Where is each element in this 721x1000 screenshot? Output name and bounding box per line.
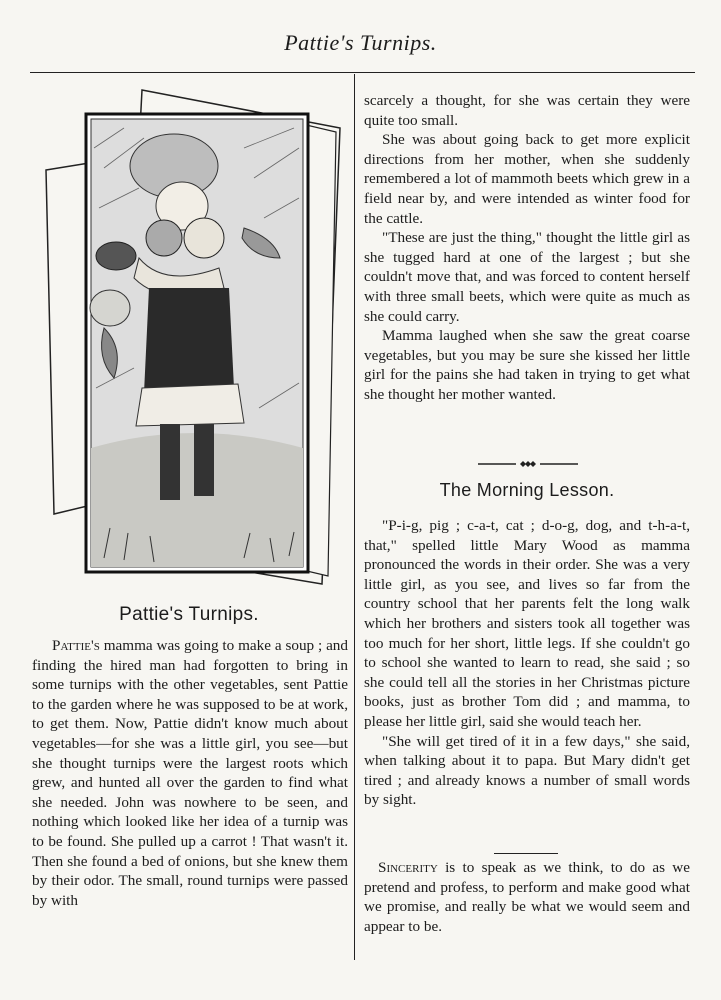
- paragraph-mamma: Mamma laughed when she saw the great coarse vegetables, but you may be sure she kissed her little girl for the pains she had taken in trying to get what she thought her mother wanted.: [364, 327, 690, 403]
- sincerity-note: [364, 858, 690, 936]
- story-continuation: [364, 91, 690, 405]
- sincerity-paragraph: [364, 858, 690, 936]
- story-title: Pattie's Turnips.: [119, 604, 259, 625]
- paragraph-beets: She was about going back to get more explicit directions from her mother, when she suddenly remembered a lot of mammoth beets which grew in a field near by, and were intended as winter food for the cattle.: [364, 131, 690, 227]
- header-rule: [30, 72, 695, 73]
- story-opening-word: Pattie's: [52, 637, 100, 654]
- lesson-body: [364, 516, 690, 810]
- story-text: mamma was going to make a soup ; and finding the hired man had forgotten to bring in some turnips with the other vegetables, sent Pattie to the garden where he was supposed to be at work, to get them. Now, Pattie didn't know much about vegetables—for she was a little girl, you see—but she thought turnips were the largest roots which grew, and hunted all over the garden to find what she needed. John was nowhere to be seen, and nothing which looked like her idea of a turnip was to be found. She pulled up a carrot ! That wasn't it. Then she found a bed of onions, but she knew them by their odor. The small, round turnips were passed by with: [32, 637, 348, 909]
- illustration-girl-with-turnips: [44, 88, 344, 588]
- section-ornament: [478, 460, 578, 468]
- running-title: Pattie's Turnips.: [284, 30, 437, 55]
- lesson-paragraph-2: "She will get tired of it in a few days," she said, when talking about it to papa. But Mary didn't get tired ; and already knows a number of small words by sight.: [364, 732, 690, 809]
- paragraph-quote: "These are just the thing," thought the little girl as she tugged hard at one of the largest ; but she couldn't move that, and was forced to content herself with three small beets, which were quite as much as she could carry.: [364, 229, 690, 325]
- column-divider: [354, 74, 355, 960]
- lesson-title: The Morning Lesson.: [439, 480, 615, 500]
- continuation-paragraph: scarcely a thought, for she was certain they were quite too small.: [364, 92, 690, 129]
- lesson-paragraph-1: "P-i-g, pig ; c-a-t, cat ; d-o-g, dog, and t-h-a-t, that," spelled little Mary Wood as mamma pronounced the words in their order. She was a very little girl, as you see, and lives so far from the country school that her parents felt the long walk which her brothers and sisters took all together was too much for her short, little legs. If she couldn't go to school she wanted to learn to read, she said ; so she could tell all the stories in her Christmas picture books, just as brother Tom did ; and mamma, to please her little girl, said she would teach her.: [364, 517, 690, 730]
- short-rule: [494, 853, 558, 854]
- sincerity-text: is to speak as we think, to do as we pretend and profess, to perform and make good what we promise, and really be what we would seem and appear to be.: [364, 859, 690, 935]
- story-body: [32, 636, 348, 910]
- sincerity-word: Sincerity: [378, 859, 438, 876]
